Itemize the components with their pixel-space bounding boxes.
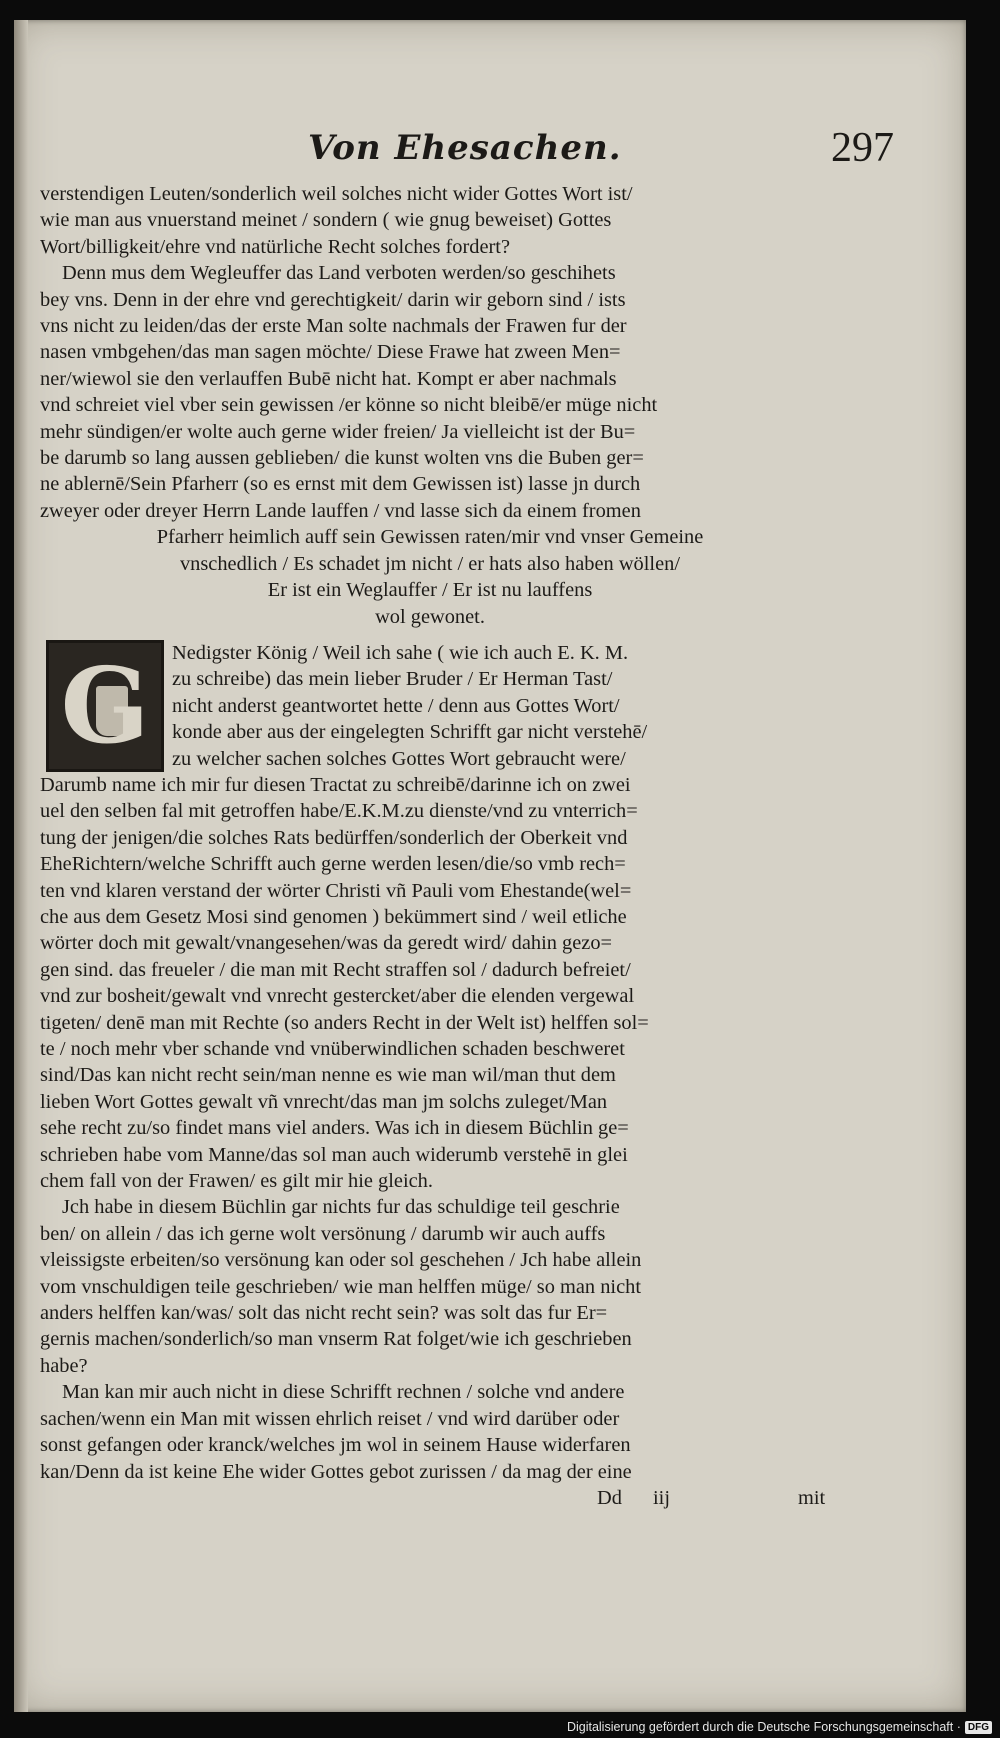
text-line: vns nicht zu leiden/das der erste Man solte nachmals der Frawen fur der <box>40 315 627 338</box>
text-line: sachen/wenn ein Man mit wissen ehrlich reiset / vnd wird darüber oder <box>40 1407 620 1430</box>
page-gutter <box>14 20 28 1712</box>
body-text <box>40 181 826 1513</box>
text-line: konde aber aus der eingelegten Schrifft gar nicht verstehē/ <box>172 721 648 744</box>
paragraph-3 <box>40 640 820 1195</box>
text-line: nasen vmbgehen/das man sagen möchte/ Diese Frawe hat zween Men= <box>40 341 621 364</box>
text-line: verstendigen Leuten/sonderlich weil solches nicht wider Gottes Wort ist/ <box>40 183 633 205</box>
page-header <box>14 120 966 180</box>
catchword: mit <box>798 1486 826 1509</box>
text-line: lieben Wort Gottes gewalt vñ vnrecht/das man jm solchs zuleget/Man <box>40 1090 608 1113</box>
text-line: anders helffen kan/was/ solt das nicht recht sein? was solt das fur Er= <box>40 1302 608 1325</box>
text-line: che aus dem Gesetz Mosi sind genomen ) bekümmert sind / weil etliche <box>40 905 627 928</box>
text-line: sehe recht zu/so findet mans viel anders. Was ich in diesem Büchlin ge= <box>40 1117 629 1140</box>
text-line: Denn mus dem Wegleuffer das Land verboten werden/so geschihets <box>62 262 616 285</box>
signature-mark: Dd iij <box>597 1486 671 1509</box>
text-line: vom vnschuldigen teile geschrieben/ wie man helffen müge/ so man nicht <box>40 1275 641 1298</box>
text-line: ner/wiewol sie den verlauffen Bubē nicht hat. Kompt er aber nachmals <box>40 367 617 390</box>
text-line: EheRichtern/welche Schrifft auch gerne werden lesen/die/so vmb rech= <box>40 853 626 876</box>
paragraph-5 <box>40 1379 820 1485</box>
text-line: Nedigster König / Weil ich sahe ( wie ich auch E. K. M. <box>172 641 629 664</box>
text-line: Man kan mir auch nicht in diese Schrifft rechnen / solche vnd andere <box>62 1381 625 1404</box>
text-line: Darumb name ich mir fur diesen Tractat zu schreibē/darinne ich on zwei <box>40 773 631 796</box>
running-head: Von Ehesachen. <box>308 128 622 168</box>
text-line: sind/Das kan nicht recht sein/man nenne es wie man wil/man thut dem <box>40 1064 616 1087</box>
page-number: 297 <box>831 125 894 171</box>
text-line: Wort/billigkeit/ehre vnd natürliche Recht solches fordert? <box>40 235 511 258</box>
text-line-centered: Er ist ein Weglauffer / Er ist nu lauffens <box>267 579 593 602</box>
paragraph-4 <box>40 1194 820 1379</box>
text-line: tigeten/ denē man mit Rechte (so anders Recht in der Welt ist) helffen sol= <box>40 1011 649 1034</box>
text-line: habe? <box>40 1354 88 1377</box>
text-line: tung der jenigen/die solches Rats bedürffen/sonderlich der Oberkeit vnd <box>40 826 628 849</box>
text-line: kan/Denn da ist keine Ehe wider Gottes gebot zurissen / da mag der eine <box>40 1460 632 1483</box>
page-footer-line <box>40 1485 826 1513</box>
text-line: nicht anderst geantwortet hette / denn aus Gottes Wort/ <box>172 694 620 717</box>
dfg-credit <box>567 1720 992 1734</box>
text-line: mehr sündigen/er wolte auch gerne wider freien/ Ja vielleicht ist der Bu= <box>40 420 636 443</box>
text-line: vnd zur bosheit/gewalt vnd vnrecht gestercket/aber die elenden vergewal <box>40 985 635 1008</box>
text-line: vleissigste erbeiten/so versönung kan oder sol geschehen / Jch habe allein <box>40 1249 642 1272</box>
text-line: sonst gefangen oder kranck/welches jm wol in seinem Hause widerfaren <box>40 1434 631 1457</box>
text-line: wie man aus vnuerstand meinet / sondern ( wie gnug beweiset) Gottes <box>40 209 612 232</box>
decorated-initial <box>46 640 164 772</box>
text-line: zweyer oder dreyer Herrn Lande lauffen / vnd lasse sich da einem fromen <box>40 499 641 522</box>
text-line: schrieben habe vom Manne/das sol man auch widerumb verstehē in glei <box>40 1143 628 1166</box>
text-line: te / noch mehr vber schande vnd vnüberwindlichen schaden beschweret <box>40 1038 625 1060</box>
text-line: Jch habe in diesem Büchlin gar nichts fur das schuldige teil geschrie <box>62 1196 620 1219</box>
text-line-centered: vnschedlich / Es schadet jm nicht / er hats also haben wöllen/ <box>179 552 680 575</box>
text-line: gen sind. das freueler / die man mit Recht straffen sol / dadurch befreiet/ <box>40 958 631 981</box>
paragraph-2 <box>40 260 820 630</box>
text-line: ben/ on allein / das ich gerne wolt versönung / darumb wir auch auffs <box>40 1222 606 1245</box>
initial-letter: G <box>60 643 150 767</box>
text-line: ne ablernē/Sein Pfarherr (so es ernst mit dem Gewissen ist) lasse jn durch <box>40 473 641 496</box>
text-line: uel den selben fal mit getroffen habe/E.K.M.zu dienste/vnd zu vnterrich= <box>40 800 638 823</box>
text-line: vnd schreiet viel vber sein gewissen /er könne so nicht bleibē/er müge nicht <box>40 394 658 417</box>
credit-text: Digitalisierung gefördert durch die Deutsche Forschungsgemeinschaft · <box>566 1720 961 1734</box>
text-line-centered: Pfarherr heimlich auff sein Gewissen raten/mir vnd vnser Gemeine <box>156 526 704 549</box>
text-line: be darumb so lang aussen geblieben/ die kunst wolten vns die Buben ger= <box>40 447 644 470</box>
text-line: chem fall von der Frawen/ es gilt mir hie gleich. <box>40 1170 433 1193</box>
text-line: bey vns. Denn in der ehre vnd gerechtigkeit/ darin wir geborn sind / ists <box>40 288 626 311</box>
text-line-centered: wol gewonet. <box>375 605 485 628</box>
book-page <box>14 20 966 1712</box>
text-line: wörter doch mit gewalt/vnangesehen/was da geredt wird/ dahin gezo= <box>40 932 613 955</box>
text-line: zu schreibe) das mein lieber Bruder / Er Herman Tast/ <box>172 668 613 691</box>
text-line: gernis machen/sonderlich/so man vnserm Rat folget/wie ich geschrieben <box>40 1328 632 1351</box>
text-line: ten vnd klaren verstand der wörter Christi vñ Pauli vom Ehestande(wel= <box>40 879 632 902</box>
dfg-logo-icon: DFG <box>965 1721 992 1734</box>
viewer-footer <box>0 1712 1000 1738</box>
text-line: zu welcher sachen solches Gottes Wort gebraucht were/ <box>172 747 626 770</box>
paragraph-1 <box>40 181 820 260</box>
